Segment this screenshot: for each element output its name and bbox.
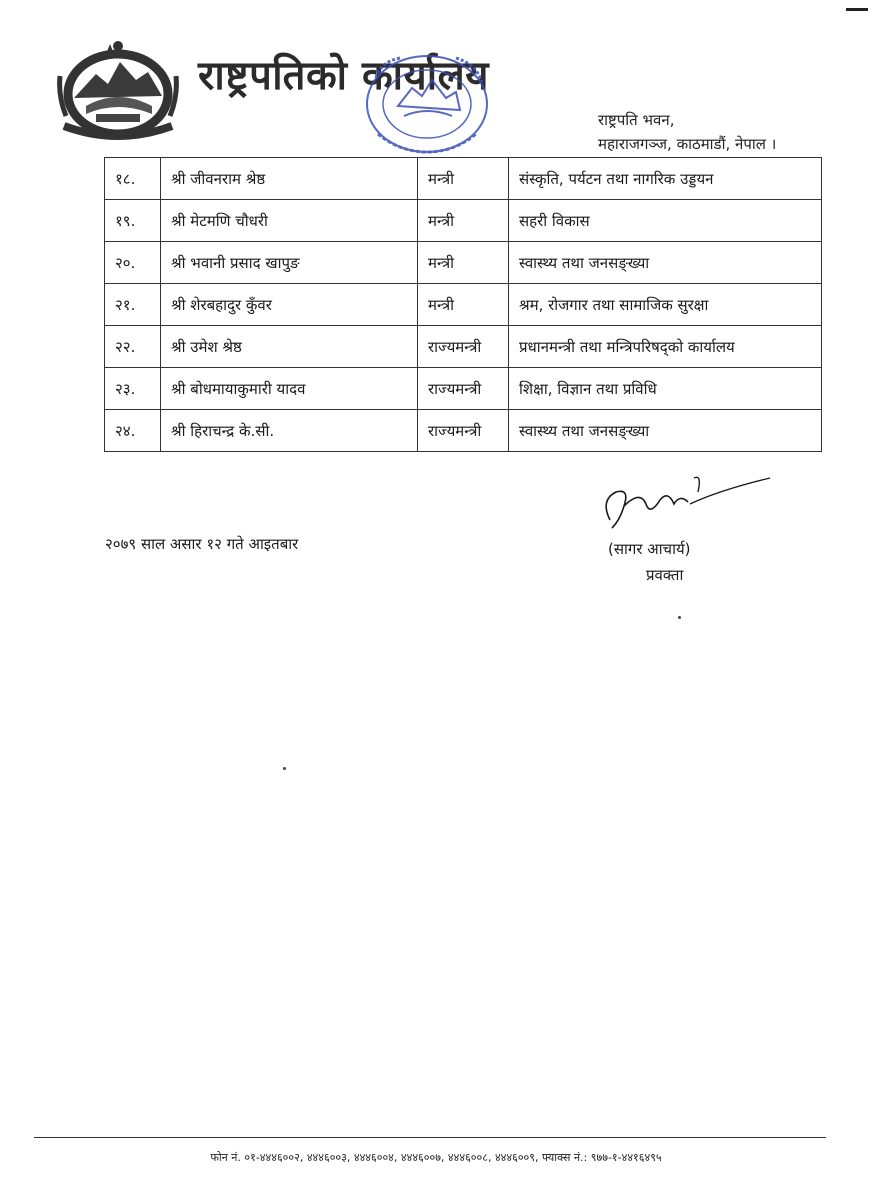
footer-divider (34, 1137, 826, 1138)
minister-role: मन्त्री (418, 200, 509, 242)
office-title: राष्ट्रपतिको कार्यालय (198, 53, 489, 99)
signature-icon (590, 470, 780, 540)
minister-role: मन्त्री (418, 158, 509, 200)
minister-role: मन्त्री (418, 242, 509, 284)
signer-designation: प्रवक्ता (646, 566, 684, 584)
minister-role: राज्यमन्त्री (418, 326, 509, 368)
row-number: २४. (105, 410, 161, 452)
ministry-name: सहरी विकास (509, 200, 822, 242)
table-row (105, 326, 822, 368)
address-line-1: राष्ट्रपति भवन, (598, 111, 675, 129)
minister-name: श्री उमेश श्रेष्ठ (161, 326, 418, 368)
minister-name: श्री हिराचन्द्र के.सी. (161, 410, 418, 452)
table-row (105, 410, 822, 452)
table-row (105, 200, 822, 242)
table-row (105, 158, 822, 200)
minister-name: श्री मेटमणि चौधरी (161, 200, 418, 242)
ministry-name: प्रधानमन्त्री तथा मन्त्रिपरिषद्को कार्यालय (509, 326, 822, 368)
office-stamp-icon (360, 48, 494, 160)
table-row (105, 368, 822, 410)
minister-name: श्री बोधमायाकुमारी यादव (161, 368, 418, 410)
row-number: १८. (105, 158, 161, 200)
table-row (105, 284, 822, 326)
minister-role: राज्यमन्त्री (418, 368, 509, 410)
corner-mark (846, 8, 868, 11)
signer-block (608, 536, 691, 588)
ministry-name: स्वास्थ्य तथा जनसङ्ख्या (509, 410, 822, 452)
address-line-2: महाराजगञ्ज, काठमाडौं, नेपाल । (598, 135, 777, 153)
scan-speck (678, 616, 681, 619)
row-number: २२. (105, 326, 161, 368)
minister-name: श्री जीवनराम श्रेष्ठ (161, 158, 418, 200)
office-address (598, 108, 776, 156)
ministry-name: स्वास्थ्य तथा जनसङ्ख्या (509, 242, 822, 284)
row-number: २०. (105, 242, 161, 284)
nepal-emblem-icon (56, 36, 180, 146)
signer-name: (सागर आचार्य) (608, 540, 691, 558)
footer-contact: फोन नं. ०१-४४४६००२, ४४४६००३, ४४४६००४, ४४४६००७, ४४४६००८, ४४४६००९, फ्याक्स नं.: ९७७-१-४४१६४९५ (210, 1151, 662, 1164)
ministry-name: शिक्षा, विज्ञान तथा प्रविधि (509, 368, 822, 410)
row-number: २३. (105, 368, 161, 410)
scan-speck (283, 767, 286, 770)
ministry-name: संस्कृति, पर्यटन तथा नागरिक उड्डयन (509, 158, 822, 200)
row-number: १९. (105, 200, 161, 242)
row-number: २१. (105, 284, 161, 326)
minister-role: राज्यमन्त्री (418, 410, 509, 452)
ministry-name: श्रम, रोजगार तथा सामाजिक सुरक्षा (509, 284, 822, 326)
ministers-table (104, 157, 822, 452)
document-date: २०७९ साल असार १२ गते आइतबार (105, 535, 299, 553)
minister-name: श्री शेरबहादुर कुँवर (161, 284, 418, 326)
table-row (105, 242, 822, 284)
minister-name: श्री भवानी प्रसाद खापुङ (161, 242, 418, 284)
minister-role: मन्त्री (418, 284, 509, 326)
